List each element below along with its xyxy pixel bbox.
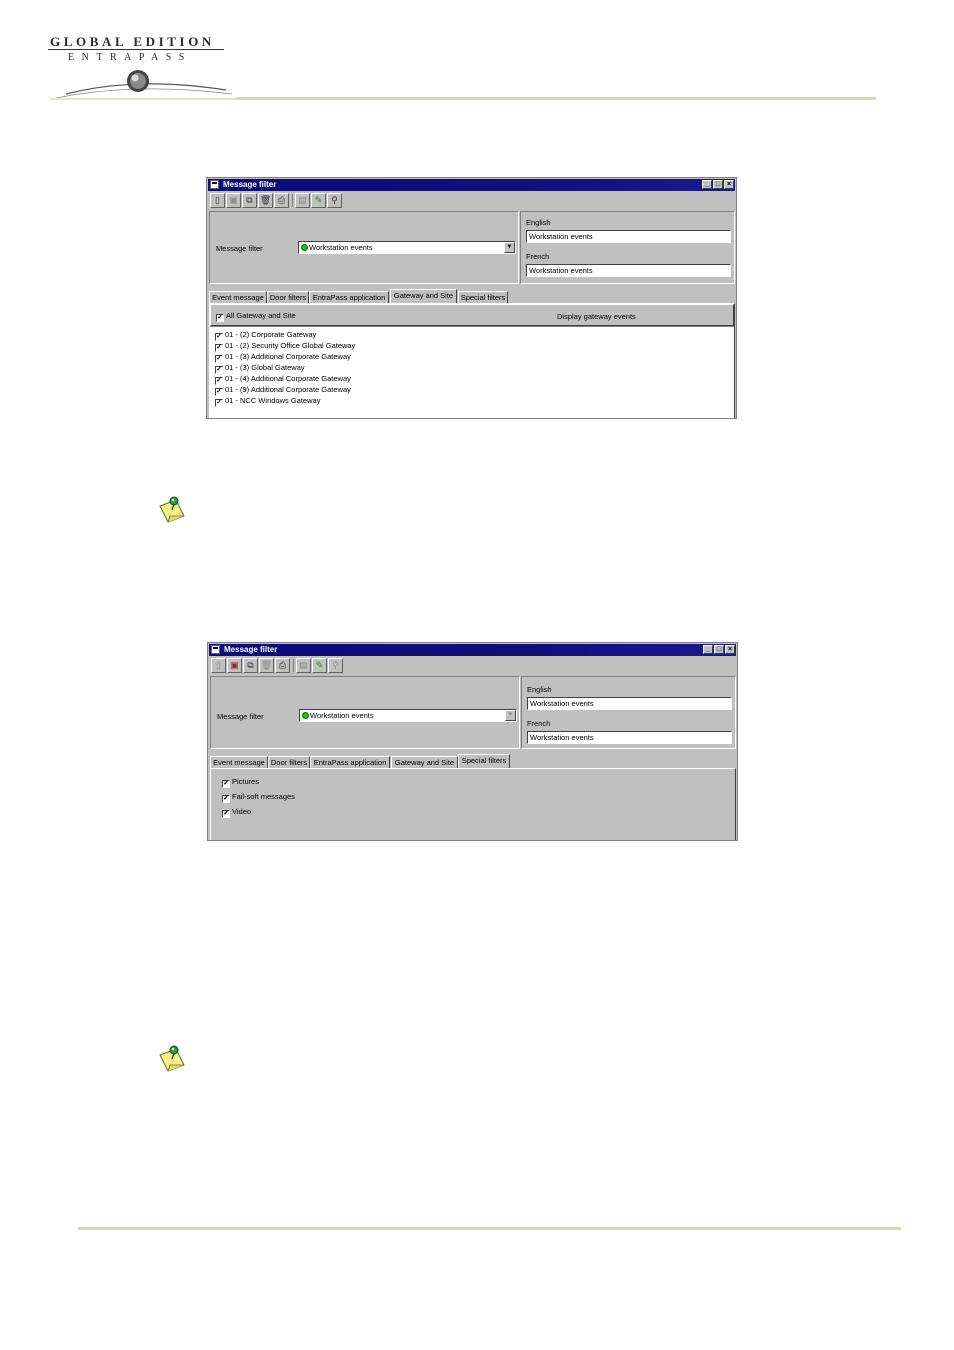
gateway-checkbox[interactable]: ✓	[216, 377, 222, 384]
footer-rule	[78, 1227, 901, 1230]
fail-soft-label: Fail-soft messages	[232, 792, 295, 801]
tab-entrapass-application[interactable]: EntraPass application	[309, 291, 389, 303]
message-filter-combo[interactable]	[299, 709, 517, 722]
message-filter-value: Workstation events	[309, 243, 373, 252]
tab-event-message[interactable]: Event message	[210, 756, 268, 768]
save-icon[interactable]: ▣	[226, 193, 241, 208]
status-dot-icon	[301, 244, 308, 251]
logo-title: GLOBAL EDITION	[50, 34, 215, 49]
close-button[interactable]: ×	[724, 180, 734, 189]
system-menu-icon[interactable]	[210, 180, 219, 189]
gateway-checkbox[interactable]: ✓	[216, 366, 222, 373]
gateway-list	[210, 326, 734, 418]
message-filter-value: Workstation events	[310, 711, 374, 720]
message-filter-panel	[209, 211, 519, 284]
list-item[interactable]: ✓ 01 - (9) Additional Corporate Gateway	[216, 385, 351, 395]
save-icon[interactable]: ▣	[227, 658, 242, 673]
note-pin-icon	[156, 494, 188, 526]
display-gateway-events-label: Display gateway events	[557, 312, 636, 321]
message-filter-label: Message filter	[216, 244, 263, 253]
message-filter-combo[interactable]	[298, 241, 516, 254]
tab-gateway-and-site[interactable]: Gateway and Site	[391, 756, 458, 768]
gateway-header-row	[210, 304, 734, 326]
list-item[interactable]: ✓ 01 - (2) Security Office Global Gateway	[216, 341, 356, 351]
list-item[interactable]: ✓ 01 - (3) Global Gateway	[216, 363, 305, 373]
french-field[interactable]: Workstation events	[527, 731, 732, 744]
window-title: Message filter	[224, 645, 278, 654]
all-gateway-checkbox[interactable]: ✓	[217, 314, 223, 321]
close-button[interactable]: ×	[725, 645, 735, 654]
gateway-tab-body	[209, 303, 735, 419]
new-icon[interactable]: ▯	[210, 193, 225, 208]
gateway-checkbox[interactable]: ✓	[216, 399, 222, 406]
tab-entrapass-application[interactable]: EntraPass application	[310, 756, 390, 768]
logo-swoosh-icon	[46, 64, 236, 100]
french-label: French	[527, 719, 551, 728]
list-item[interactable]: ✓ 01 - (2) Corporate Gateway	[216, 330, 317, 340]
maximize-button[interactable]: □	[714, 645, 724, 654]
video-checkbox[interactable]: ✓	[223, 810, 229, 817]
toolbar-separator	[293, 659, 294, 672]
all-gateway-checkbox-row[interactable]	[216, 311, 296, 322]
delete-icon[interactable]: 🗑	[258, 193, 273, 208]
tab-strip	[210, 754, 730, 768]
tab-event-message[interactable]: Event message	[209, 291, 267, 303]
minimize-button[interactable]: _	[703, 645, 713, 654]
english-field[interactable]: Workstation events	[526, 230, 731, 243]
list-item[interactable]: ✓ 01 - (3) Additional Corporate Gateway	[216, 352, 351, 362]
grid-icon[interactable]: ▤	[295, 193, 310, 208]
chevron-down-icon[interactable]: ▼	[505, 710, 516, 721]
english-field[interactable]: Workstation events	[527, 697, 732, 710]
tab-special-filters[interactable]: Special filters	[458, 291, 508, 303]
maximize-button[interactable]: □	[713, 180, 723, 189]
video-label: Video	[232, 807, 252, 816]
grid-icon[interactable]: ▤	[296, 658, 311, 673]
tab-door-filters[interactable]: Door filters	[267, 291, 309, 303]
tab-special-filters[interactable]: Special filters	[458, 754, 510, 768]
window-title: Message filter	[223, 180, 277, 189]
entrapass-logo	[46, 30, 236, 100]
gateway-checkbox[interactable]: ✓	[216, 333, 222, 340]
new-icon[interactable]: ▯	[211, 658, 226, 673]
message-filter-window-gateway	[206, 177, 737, 419]
note-pin-icon	[156, 1043, 188, 1075]
delete-icon[interactable]: 🗑	[259, 658, 274, 673]
logo-subtitle: ENTRAPASS	[68, 52, 192, 63]
toolbar-separator	[292, 194, 293, 207]
find-icon[interactable]: ⚲	[328, 658, 343, 673]
print-icon[interactable]: ⎙	[275, 658, 290, 673]
english-label: English	[526, 218, 551, 227]
language-panel	[520, 211, 735, 284]
list-item[interactable]: ✓ 01 - NCC Windows Gateway	[216, 396, 321, 406]
pictures-label: Pictures	[232, 777, 260, 786]
list-item[interactable]: ✓ 01 - (4) Additional Corporate Gateway	[216, 374, 351, 384]
language-panel	[521, 676, 736, 749]
logo-divider	[48, 49, 224, 50]
message-filter-label: Message filter	[217, 712, 264, 721]
english-label: English	[527, 685, 552, 694]
gateway-checkbox[interactable]: ✓	[216, 355, 222, 362]
all-gateway-label: All Gateway and Site	[226, 311, 296, 320]
tab-strip	[209, 289, 729, 303]
message-filter-panel	[210, 676, 520, 749]
link-icon[interactable]: ✎	[312, 658, 327, 673]
tab-door-filters[interactable]: Door filters	[268, 756, 310, 768]
video-checkbox-row[interactable]	[222, 807, 251, 818]
minimize-button[interactable]: _	[702, 180, 712, 189]
window-titlebar[interactable]	[208, 179, 735, 191]
copy-icon[interactable]: ⧉	[242, 193, 257, 208]
window-titlebar[interactable]	[209, 644, 736, 656]
pictures-checkbox[interactable]: ✓	[223, 780, 229, 787]
header-rule	[236, 97, 876, 100]
find-icon[interactable]: ⚲	[327, 193, 342, 208]
french-field[interactable]: Workstation events	[526, 264, 731, 277]
copy-icon[interactable]: ⧉	[243, 658, 258, 673]
status-dot-icon	[302, 712, 309, 719]
chevron-down-icon[interactable]: ▼	[504, 242, 515, 253]
french-label: French	[526, 252, 550, 261]
pictures-checkbox-row[interactable]	[222, 777, 259, 788]
gateway-checkbox[interactable]: ✓	[216, 344, 222, 351]
fail-soft-checkbox-row[interactable]	[222, 792, 295, 803]
system-menu-icon[interactable]	[211, 645, 220, 654]
gateway-checkbox[interactable]: ✓	[216, 388, 222, 395]
link-icon[interactable]: ✎	[311, 193, 326, 208]
message-filter-window-special	[207, 642, 738, 841]
tab-gateway-and-site[interactable]: Gateway and Site	[390, 289, 457, 303]
fail-soft-checkbox[interactable]: ✓	[223, 795, 229, 802]
print-icon[interactable]: ⎙	[274, 193, 289, 208]
special-filters-tab-body	[210, 768, 736, 841]
header-rule-left	[50, 98, 236, 100]
